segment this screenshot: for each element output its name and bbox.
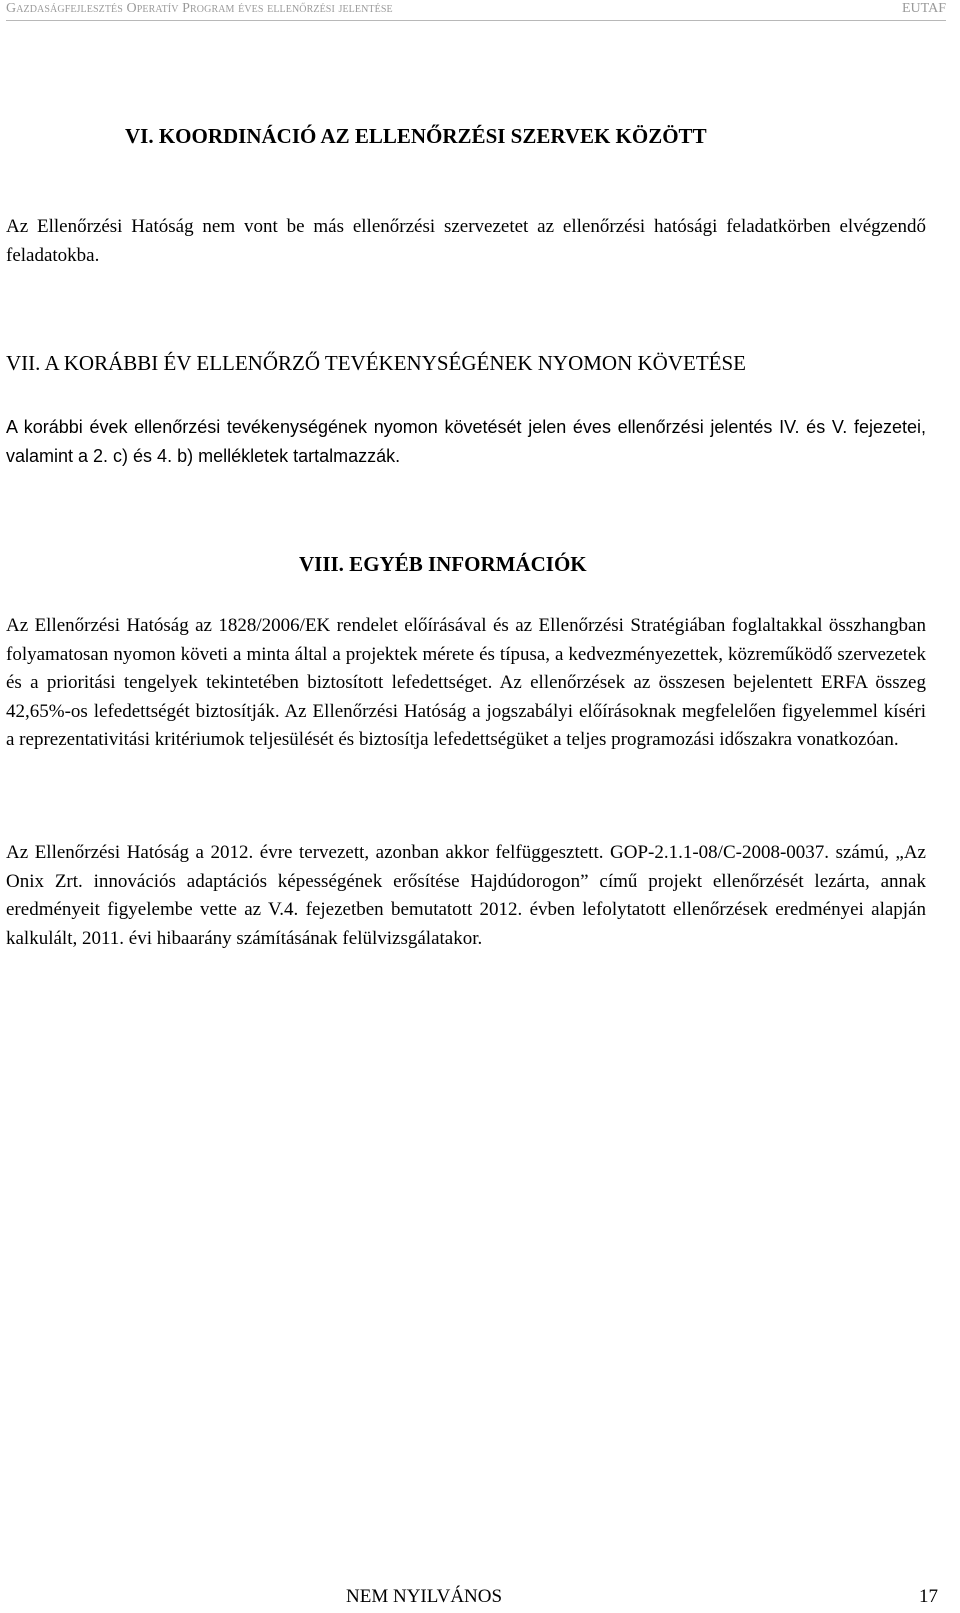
page-header <box>0 0 960 22</box>
section-8-title: VIII. EGYÉB INFORMÁCIÓK <box>299 552 587 576</box>
page-number: 17 <box>919 1586 938 1607</box>
section-8-paragraph-1: Az Ellenőrzési Hatóság az 1828/2006/EK rendelet előírásával és az Ellenőrzési Stratégiában foglaltakkal összhangban folyamatosan nyomon követi a minta által a projektek mérete és típusa, a kedvezményezettek, közreműködő szervezetek és a prioritási tengelyek tekintetében biztosított lefedettséget. Az ellenőrzések az összesen bejelentett ERFA összeg 42,65%-os lefedettségét biztosítják. Az Ellenőrzési Hatóság a jogszabályi előírásoknak megfelelően figyelemmel kíséri a reprezentativitási kritériumok teljesülését és biztosítja lefedettségüket a teljes programozási időszakra vonatkozóan. <box>6 615 926 751</box>
section-7-paragraph: A korábbi évek ellenőrzési tevékenységének nyomon követését jelen éves ellenőrzési jelentés IV. és V. fejezetei, valamint a 2. c) és 4. b) mellékletek tartalmazzák. <box>6 417 926 466</box>
section-6-title: VI. KOORDINÁCIÓ AZ ELLENŐRZÉSI SZERVEK KÖZÖTT <box>125 124 707 148</box>
footer-classification: NEM NYILVÁNOS <box>346 1586 503 1607</box>
header-document-title: Gazdaságfejlesztés Operatív Program éves ellenőrzési jelentése <box>6 1 393 16</box>
section-6-paragraph: Az Ellenőrzési Hatóság nem vont be más ellenőrzési szervezetet az ellenőrzési hatósági feladatkörben elvégzendő feladatokba. <box>6 216 926 266</box>
section-7-title: VII. A KORÁBBI ÉV ELLENŐRZŐ TEVÉKENYSÉGÉNEK NYOMON KÖVETÉSE <box>6 351 747 375</box>
section-8-paragraph-2: Az Ellenőrzési Hatóság a 2012. évre tervezett, azonban akkor felfüggesztett. GOP-2.1.1-08/C-2008-0037. számú, „Az Onix Zrt. innovációs adaptációs képességének erősítése Hajdúdorogon” című projekt ellenőrzését lezárta, annak eredményeit figyelembe vette az V.4. fejezetben bemutatott 2012. évben lefolytatott ellenőrzések eredményei alapján kalkulált, 2011. évi hibaarány számításának felülvizsgálatakor. <box>6 842 926 949</box>
header-divider <box>6 20 946 21</box>
header-organization: EUTAF <box>902 1 946 16</box>
